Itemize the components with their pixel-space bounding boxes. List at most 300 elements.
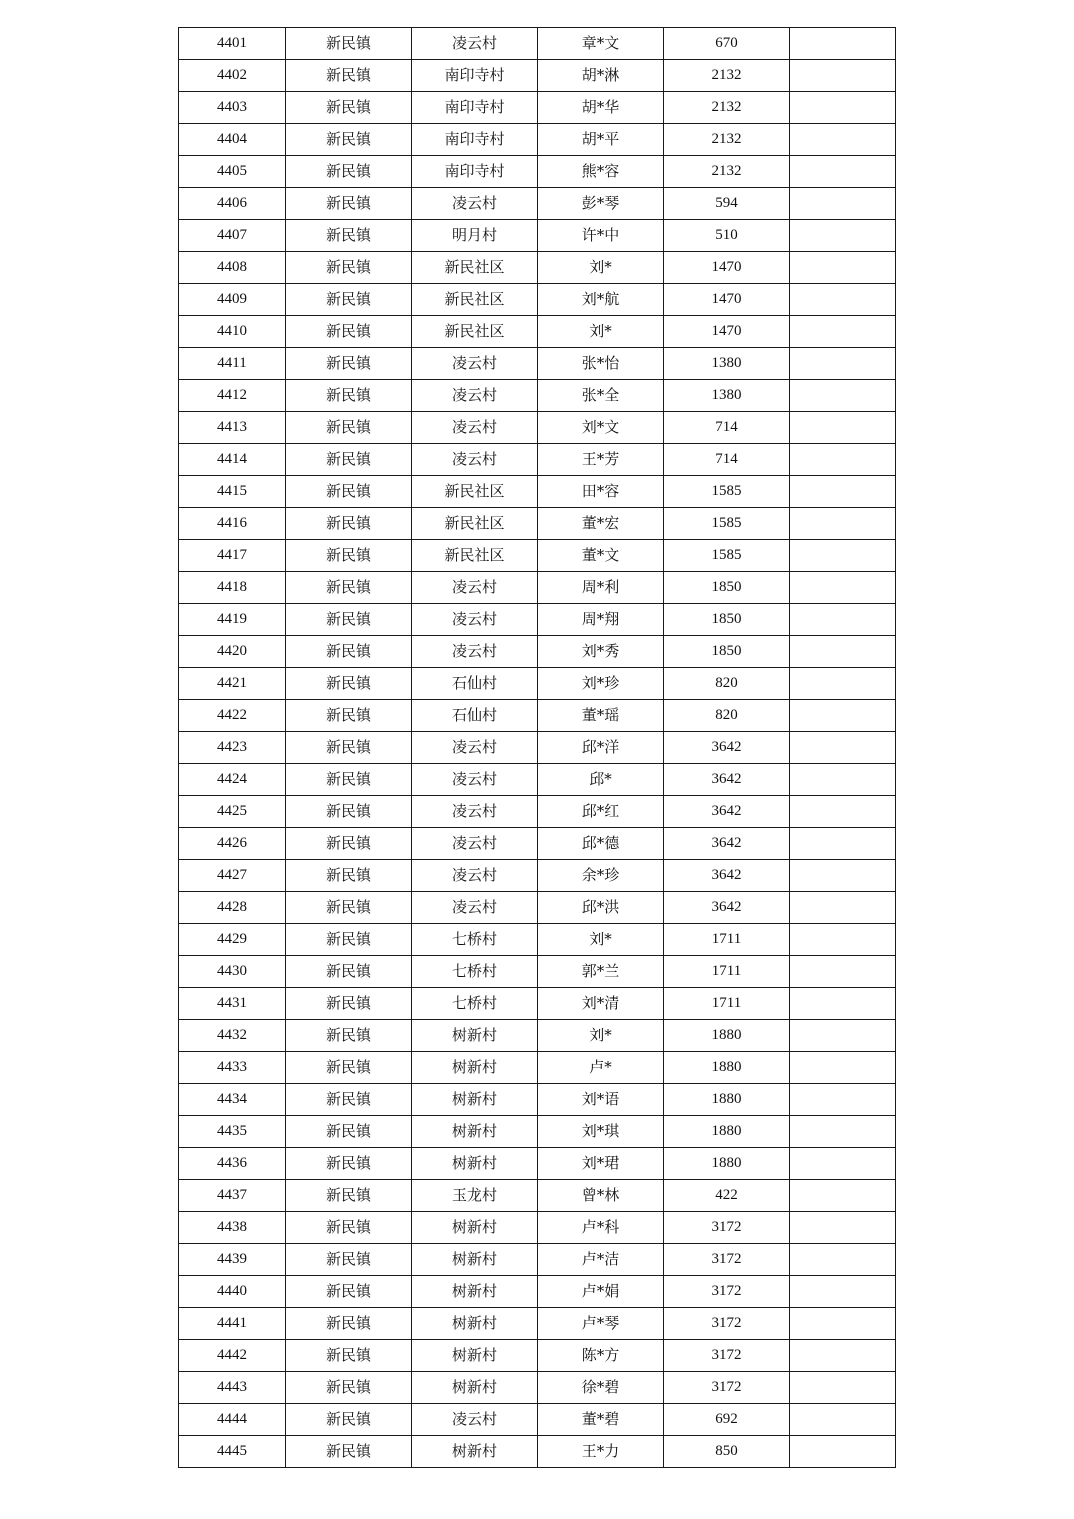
table-row (179, 1116, 896, 1148)
cell-town: 新民镇 (286, 348, 412, 380)
cell-note (790, 1244, 896, 1276)
cell-amount: 3642 (664, 796, 790, 828)
cell-town: 新民镇 (286, 892, 412, 924)
table-row (179, 412, 896, 444)
cell-person-name: 周*翔 (538, 604, 664, 636)
cell-person-name: 邱*洪 (538, 892, 664, 924)
cell-amount: 3642 (664, 828, 790, 860)
cell-village: 凌云村 (412, 732, 538, 764)
table-row (179, 892, 896, 924)
cell-person-name: 周*利 (538, 572, 664, 604)
table-row (179, 124, 896, 156)
cell-note (790, 604, 896, 636)
cell-town: 新民镇 (286, 476, 412, 508)
cell-serial-number: 4440 (179, 1276, 286, 1308)
cell-note (790, 1148, 896, 1180)
table-row (179, 1148, 896, 1180)
cell-person-name: 卢*科 (538, 1212, 664, 1244)
cell-note (790, 764, 896, 796)
cell-serial-number: 4418 (179, 572, 286, 604)
cell-village: 凌云村 (412, 28, 538, 60)
cell-town: 新民镇 (286, 1308, 412, 1340)
cell-amount: 2132 (664, 124, 790, 156)
cell-town: 新民镇 (286, 1436, 412, 1468)
cell-amount: 714 (664, 412, 790, 444)
cell-person-name: 余*珍 (538, 860, 664, 892)
cell-serial-number: 4429 (179, 924, 286, 956)
cell-note (790, 316, 896, 348)
cell-amount: 1880 (664, 1084, 790, 1116)
cell-person-name: 胡*平 (538, 124, 664, 156)
cell-serial-number: 4406 (179, 188, 286, 220)
cell-person-name: 卢*娟 (538, 1276, 664, 1308)
cell-serial-number: 4432 (179, 1020, 286, 1052)
cell-town: 新民镇 (286, 988, 412, 1020)
cell-serial-number: 4421 (179, 668, 286, 700)
cell-person-name: 董*宏 (538, 508, 664, 540)
cell-note (790, 220, 896, 252)
cell-serial-number: 4444 (179, 1404, 286, 1436)
table-row (179, 732, 896, 764)
cell-village: 南印寺村 (412, 124, 538, 156)
cell-note (790, 636, 896, 668)
cell-town: 新民镇 (286, 700, 412, 732)
cell-serial-number: 4430 (179, 956, 286, 988)
table-row (179, 220, 896, 252)
cell-village: 凌云村 (412, 412, 538, 444)
cell-note (790, 60, 896, 92)
cell-amount: 3172 (664, 1276, 790, 1308)
cell-person-name: 董*碧 (538, 1404, 664, 1436)
cell-village: 树新村 (412, 1052, 538, 1084)
cell-note (790, 28, 896, 60)
cell-amount: 510 (664, 220, 790, 252)
cell-village: 树新村 (412, 1436, 538, 1468)
table-row (179, 188, 896, 220)
table-row (179, 444, 896, 476)
table-row (179, 1372, 896, 1404)
cell-person-name: 刘* (538, 252, 664, 284)
cell-town: 新民镇 (286, 1020, 412, 1052)
cell-person-name: 邱* (538, 764, 664, 796)
cell-serial-number: 4414 (179, 444, 286, 476)
records-table-body (179, 28, 896, 1468)
table-row (179, 956, 896, 988)
table-row (179, 604, 896, 636)
cell-amount: 1850 (664, 636, 790, 668)
table-row (179, 1084, 896, 1116)
table-row (179, 860, 896, 892)
cell-person-name: 董*文 (538, 540, 664, 572)
table-row (179, 796, 896, 828)
cell-note (790, 860, 896, 892)
cell-note (790, 1404, 896, 1436)
cell-amount: 1380 (664, 348, 790, 380)
cell-village: 新民社区 (412, 316, 538, 348)
cell-town: 新民镇 (286, 284, 412, 316)
cell-serial-number: 4420 (179, 636, 286, 668)
cell-village: 树新村 (412, 1244, 538, 1276)
cell-note (790, 572, 896, 604)
table-row (179, 348, 896, 380)
cell-note (790, 252, 896, 284)
cell-note (790, 284, 896, 316)
cell-serial-number: 4402 (179, 60, 286, 92)
cell-note (790, 1116, 896, 1148)
cell-note (790, 92, 896, 124)
cell-town: 新民镇 (286, 924, 412, 956)
cell-amount: 1850 (664, 572, 790, 604)
cell-amount: 2132 (664, 92, 790, 124)
cell-amount: 1585 (664, 476, 790, 508)
cell-note (790, 892, 896, 924)
cell-person-name: 刘*语 (538, 1084, 664, 1116)
table-row (179, 1308, 896, 1340)
cell-serial-number: 4403 (179, 92, 286, 124)
cell-town: 新民镇 (286, 1148, 412, 1180)
cell-serial-number: 4408 (179, 252, 286, 284)
cell-serial-number: 4433 (179, 1052, 286, 1084)
cell-amount: 1711 (664, 988, 790, 1020)
cell-serial-number: 4423 (179, 732, 286, 764)
cell-serial-number: 4445 (179, 1436, 286, 1468)
cell-person-name: 张*怡 (538, 348, 664, 380)
cell-amount: 594 (664, 188, 790, 220)
cell-note (790, 124, 896, 156)
cell-note (790, 380, 896, 412)
cell-amount: 3642 (664, 860, 790, 892)
cell-town: 新民镇 (286, 156, 412, 188)
cell-serial-number: 4411 (179, 348, 286, 380)
cell-village: 树新村 (412, 1340, 538, 1372)
table-row (179, 636, 896, 668)
table-row (179, 1180, 896, 1212)
cell-amount: 1711 (664, 924, 790, 956)
cell-person-name: 刘*珺 (538, 1148, 664, 1180)
cell-person-name: 胡*华 (538, 92, 664, 124)
cell-note (790, 348, 896, 380)
cell-note (790, 1372, 896, 1404)
cell-amount: 3172 (664, 1244, 790, 1276)
cell-serial-number: 4437 (179, 1180, 286, 1212)
cell-village: 七桥村 (412, 924, 538, 956)
cell-town: 新民镇 (286, 1116, 412, 1148)
cell-serial-number: 4410 (179, 316, 286, 348)
table-row (179, 508, 896, 540)
cell-person-name: 许*中 (538, 220, 664, 252)
cell-person-name: 卢* (538, 1052, 664, 1084)
cell-town: 新民镇 (286, 1276, 412, 1308)
cell-village: 凌云村 (412, 188, 538, 220)
cell-amount: 670 (664, 28, 790, 60)
cell-serial-number: 4435 (179, 1116, 286, 1148)
cell-serial-number: 4404 (179, 124, 286, 156)
cell-village: 树新村 (412, 1020, 538, 1052)
cell-town: 新民镇 (286, 668, 412, 700)
cell-person-name: 卢*洁 (538, 1244, 664, 1276)
table-row (179, 60, 896, 92)
cell-serial-number: 4426 (179, 828, 286, 860)
cell-village: 树新村 (412, 1148, 538, 1180)
cell-person-name: 邱*红 (538, 796, 664, 828)
cell-amount: 714 (664, 444, 790, 476)
cell-note (790, 1276, 896, 1308)
cell-amount: 1880 (664, 1148, 790, 1180)
cell-town: 新民镇 (286, 188, 412, 220)
table-row (179, 668, 896, 700)
cell-person-name: 张*全 (538, 380, 664, 412)
cell-village: 凌云村 (412, 892, 538, 924)
cell-town: 新民镇 (286, 1244, 412, 1276)
cell-note (790, 828, 896, 860)
cell-serial-number: 4442 (179, 1340, 286, 1372)
cell-note (790, 540, 896, 572)
cell-person-name: 徐*碧 (538, 1372, 664, 1404)
cell-serial-number: 4412 (179, 380, 286, 412)
records-table (178, 27, 896, 1468)
table-row (179, 1436, 896, 1468)
cell-note (790, 476, 896, 508)
cell-serial-number: 4424 (179, 764, 286, 796)
cell-serial-number: 4413 (179, 412, 286, 444)
table-row (179, 1052, 896, 1084)
table-row (179, 476, 896, 508)
cell-person-name: 陈*方 (538, 1340, 664, 1372)
cell-note (790, 1212, 896, 1244)
table-row (179, 156, 896, 188)
table-row (179, 380, 896, 412)
cell-serial-number: 4419 (179, 604, 286, 636)
table-row (179, 28, 896, 60)
cell-village: 凌云村 (412, 572, 538, 604)
cell-village: 明月村 (412, 220, 538, 252)
cell-town: 新民镇 (286, 732, 412, 764)
cell-village: 新民社区 (412, 540, 538, 572)
cell-note (790, 732, 896, 764)
cell-village: 南印寺村 (412, 156, 538, 188)
cell-village: 树新村 (412, 1212, 538, 1244)
cell-village: 凌云村 (412, 860, 538, 892)
cell-serial-number: 4443 (179, 1372, 286, 1404)
cell-town: 新民镇 (286, 220, 412, 252)
cell-note (790, 668, 896, 700)
cell-amount: 2132 (664, 60, 790, 92)
cell-amount: 3642 (664, 732, 790, 764)
cell-note (790, 1436, 896, 1468)
cell-person-name: 邱*德 (538, 828, 664, 860)
table-row (179, 700, 896, 732)
cell-town: 新民镇 (286, 1372, 412, 1404)
cell-serial-number: 4425 (179, 796, 286, 828)
cell-town: 新民镇 (286, 604, 412, 636)
cell-town: 新民镇 (286, 412, 412, 444)
cell-town: 新民镇 (286, 860, 412, 892)
cell-person-name: 彭*琴 (538, 188, 664, 220)
cell-serial-number: 4409 (179, 284, 286, 316)
cell-town: 新民镇 (286, 444, 412, 476)
cell-amount: 3642 (664, 892, 790, 924)
cell-village: 凌云村 (412, 1404, 538, 1436)
cell-amount: 3172 (664, 1340, 790, 1372)
cell-serial-number: 4417 (179, 540, 286, 572)
cell-town: 新民镇 (286, 316, 412, 348)
cell-serial-number: 4434 (179, 1084, 286, 1116)
table-row (179, 1404, 896, 1436)
cell-town: 新民镇 (286, 60, 412, 92)
cell-town: 新民镇 (286, 764, 412, 796)
cell-amount: 3172 (664, 1212, 790, 1244)
cell-person-name: 刘*文 (538, 412, 664, 444)
cell-amount: 3172 (664, 1372, 790, 1404)
cell-serial-number: 4428 (179, 892, 286, 924)
cell-town: 新民镇 (286, 636, 412, 668)
cell-person-name: 郭*兰 (538, 956, 664, 988)
cell-amount: 692 (664, 1404, 790, 1436)
cell-village: 新民社区 (412, 476, 538, 508)
cell-person-name: 王*力 (538, 1436, 664, 1468)
cell-town: 新民镇 (286, 1212, 412, 1244)
cell-village: 凌云村 (412, 604, 538, 636)
cell-amount: 1470 (664, 284, 790, 316)
cell-village: 树新村 (412, 1084, 538, 1116)
table-row (179, 1276, 896, 1308)
cell-serial-number: 4438 (179, 1212, 286, 1244)
cell-person-name: 刘*珍 (538, 668, 664, 700)
cell-amount: 1880 (664, 1052, 790, 1084)
cell-village: 凌云村 (412, 828, 538, 860)
cell-amount: 1380 (664, 380, 790, 412)
table-row (179, 764, 896, 796)
cell-note (790, 412, 896, 444)
cell-amount: 2132 (664, 156, 790, 188)
cell-town: 新民镇 (286, 956, 412, 988)
cell-person-name: 刘*秀 (538, 636, 664, 668)
cell-note (790, 508, 896, 540)
cell-town: 新民镇 (286, 92, 412, 124)
cell-person-name: 董*瑶 (538, 700, 664, 732)
table-row (179, 316, 896, 348)
cell-person-name: 卢*琴 (538, 1308, 664, 1340)
cell-village: 玉龙村 (412, 1180, 538, 1212)
cell-amount: 1880 (664, 1116, 790, 1148)
cell-amount: 422 (664, 1180, 790, 1212)
table-row (179, 572, 896, 604)
cell-serial-number: 4422 (179, 700, 286, 732)
cell-town: 新民镇 (286, 28, 412, 60)
cell-village: 凌云村 (412, 796, 538, 828)
cell-serial-number: 4401 (179, 28, 286, 60)
cell-amount: 850 (664, 1436, 790, 1468)
table-row (179, 1020, 896, 1052)
cell-person-name: 曾*林 (538, 1180, 664, 1212)
cell-person-name: 刘*琪 (538, 1116, 664, 1148)
cell-note (790, 1052, 896, 1084)
cell-amount: 1470 (664, 252, 790, 284)
cell-note (790, 988, 896, 1020)
cell-note (790, 1084, 896, 1116)
cell-amount: 1585 (664, 540, 790, 572)
cell-village: 凌云村 (412, 636, 538, 668)
cell-person-name: 刘* (538, 924, 664, 956)
cell-amount: 1470 (664, 316, 790, 348)
cell-village: 凌云村 (412, 380, 538, 412)
cell-town: 新民镇 (286, 1404, 412, 1436)
cell-town: 新民镇 (286, 796, 412, 828)
cell-serial-number: 4441 (179, 1308, 286, 1340)
cell-person-name: 章*文 (538, 28, 664, 60)
table-row (179, 988, 896, 1020)
cell-serial-number: 4416 (179, 508, 286, 540)
cell-person-name: 刘* (538, 316, 664, 348)
cell-village: 凌云村 (412, 348, 538, 380)
table-row (179, 1244, 896, 1276)
table-row (179, 92, 896, 124)
cell-village: 南印寺村 (412, 60, 538, 92)
cell-person-name: 熊*容 (538, 156, 664, 188)
cell-person-name: 刘* (538, 1020, 664, 1052)
cell-note (790, 1340, 896, 1372)
cell-note (790, 1180, 896, 1212)
cell-person-name: 王*芳 (538, 444, 664, 476)
table-row (179, 284, 896, 316)
cell-serial-number: 4405 (179, 156, 286, 188)
cell-village: 凌云村 (412, 444, 538, 476)
cell-town: 新民镇 (286, 1052, 412, 1084)
cell-serial-number: 4431 (179, 988, 286, 1020)
cell-town: 新民镇 (286, 572, 412, 604)
cell-amount: 1880 (664, 1020, 790, 1052)
cell-note (790, 796, 896, 828)
cell-town: 新民镇 (286, 540, 412, 572)
cell-note (790, 956, 896, 988)
cell-serial-number: 4415 (179, 476, 286, 508)
cell-serial-number: 4407 (179, 220, 286, 252)
cell-person-name: 田*容 (538, 476, 664, 508)
cell-serial-number: 4436 (179, 1148, 286, 1180)
cell-village: 树新村 (412, 1372, 538, 1404)
cell-serial-number: 4439 (179, 1244, 286, 1276)
cell-town: 新民镇 (286, 380, 412, 412)
cell-town: 新民镇 (286, 124, 412, 156)
cell-village: 七桥村 (412, 956, 538, 988)
cell-village: 新民社区 (412, 252, 538, 284)
table-row (179, 828, 896, 860)
cell-note (790, 156, 896, 188)
cell-amount: 820 (664, 668, 790, 700)
cell-amount: 1850 (664, 604, 790, 636)
cell-village: 树新村 (412, 1308, 538, 1340)
cell-note (790, 444, 896, 476)
cell-village: 石仙村 (412, 700, 538, 732)
cell-village: 新民社区 (412, 508, 538, 540)
cell-village: 树新村 (412, 1276, 538, 1308)
table-row (179, 1340, 896, 1372)
cell-town: 新民镇 (286, 1340, 412, 1372)
cell-amount: 1711 (664, 956, 790, 988)
cell-amount: 3642 (664, 764, 790, 796)
cell-village: 新民社区 (412, 284, 538, 316)
cell-amount: 3172 (664, 1308, 790, 1340)
cell-village: 南印寺村 (412, 92, 538, 124)
cell-amount: 1585 (664, 508, 790, 540)
table-row (179, 252, 896, 284)
table-row (179, 540, 896, 572)
cell-village: 七桥村 (412, 988, 538, 1020)
cell-note (790, 700, 896, 732)
cell-note (790, 924, 896, 956)
cell-person-name: 邱*洋 (538, 732, 664, 764)
cell-person-name: 刘*航 (538, 284, 664, 316)
